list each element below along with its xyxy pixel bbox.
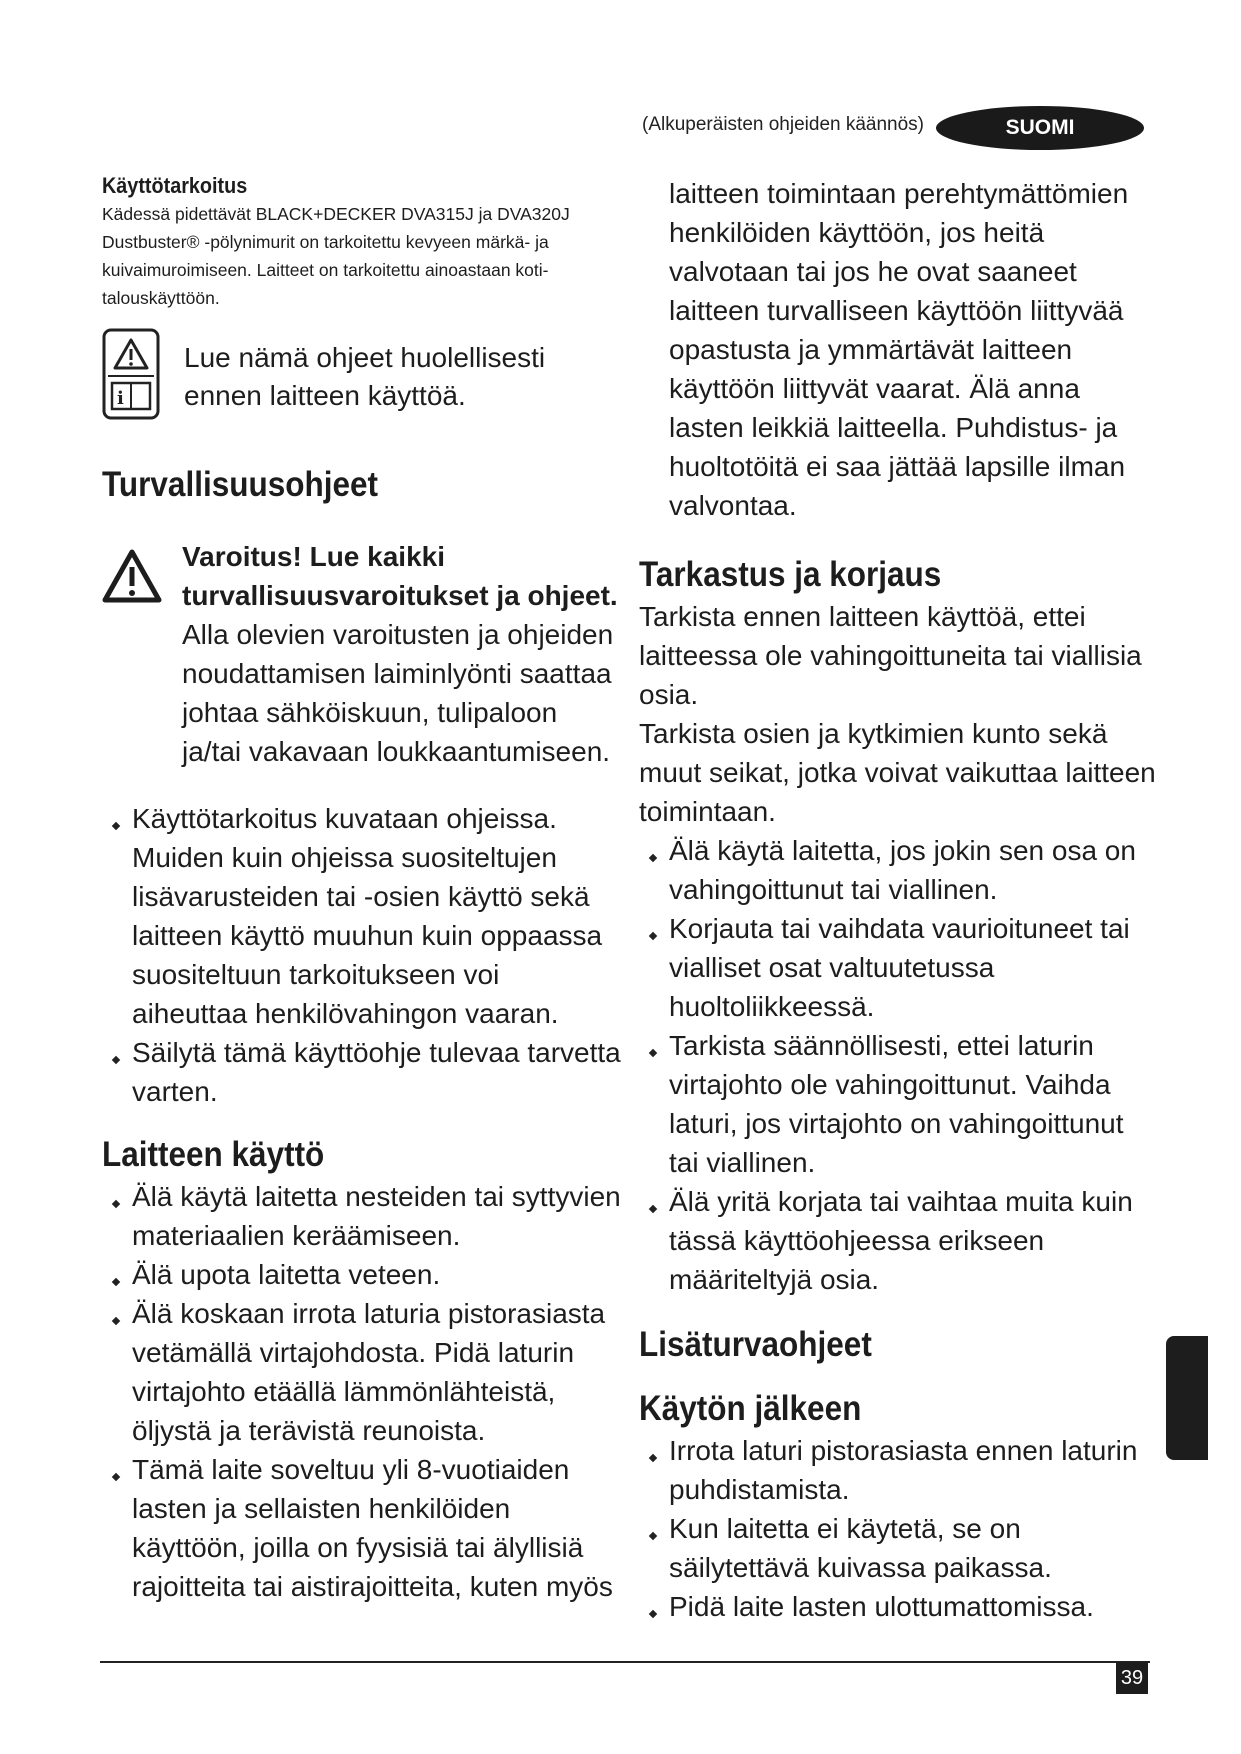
read-manual-notice bbox=[102, 328, 622, 425]
inspection-para2: Tarkista osien ja kytkimien kunto sekä muut seikat, jotka voivat vaikuttaa laitteen toimintaan. bbox=[639, 718, 1156, 827]
list-item: Älä koskaan irrota laturia pistorasiasta vetämällä virtajohdosta. Pidä laturin virtajohto etäällä lämmönlähteistä, öljystä ja terävistä reunoista. bbox=[102, 1294, 622, 1450]
read-manual-text bbox=[184, 339, 545, 415]
intended-use-text: Kädessä pidettävät BLACK+DECKER DVA315J ja DVA320J Dustbuster® -pölynimurit on tarkoitettu kevyeen märkä- ja kuivaimuroimiseen. Laitteet on tarkoitettu ainoastaan koti-talouskäyttöön. bbox=[102, 204, 570, 308]
list-item: Kun laitetta ei käytetä, se on säilytettävä kuivassa paikassa. bbox=[639, 1509, 1159, 1587]
safety-heading: Turvallisuusohjeet bbox=[102, 465, 378, 504]
safety-bullets bbox=[102, 799, 622, 1111]
intended-use-heading: Käyttötarkoitus bbox=[102, 173, 248, 198]
list-item: Käyttötarkoitus kuvataan ohjeissa. Muiden kuin ohjeissa suositeltujen lisävarusteiden tai -osien käyttö sekä laitteen käyttö muuhun kuin oppaassa suositeltuun tarkoitukseen voi aiheuttaa henkilövahingon vaaran. bbox=[102, 799, 622, 1033]
general-warning bbox=[102, 537, 622, 771]
footer-rule bbox=[100, 1661, 1150, 1663]
svg-text:i: i bbox=[117, 388, 124, 409]
warning-bold: Varoitus! Lue kaikki turvallisuusvaroitukset ja ohjeet. bbox=[182, 541, 618, 611]
read-manual-line2: ennen laitteen käyttöä. bbox=[184, 379, 466, 411]
device-use-bullets bbox=[102, 1177, 622, 1606]
left-column bbox=[102, 172, 622, 1606]
list-item: Tämä laite soveltuu yli 8-vuotiaiden lasten ja sellaisten henkilöiden käyttöön, joilla on fyysisiä tai älyllisiä rajoitteita tai aistirajoitteita, kuten myös bbox=[102, 1450, 622, 1606]
list-item: Älä käytä laitetta, jos jokin sen osa on vahingoittunut tai viallinen. bbox=[639, 831, 1159, 909]
language-tab-marker bbox=[1166, 1336, 1208, 1460]
list-item: Tarkista säännöllisesti, ettei laturin virtajohto ole vahingoittunut. Vaihda laturi, jos virtajohto on vahingoittunut tai viallinen. bbox=[639, 1026, 1159, 1182]
read-manual-line1: Lue nämä ohjeet huolellisesti bbox=[184, 341, 546, 373]
list-item: Älä upota laitetta veteen. bbox=[102, 1255, 622, 1294]
list-item: Säilytä tämä käyttöohje tulevaa tarvetta varten. bbox=[102, 1033, 622, 1111]
after-use-bullets bbox=[639, 1431, 1159, 1626]
list-item: Korjauta tai vaihdata vaurioituneet tai vialliset osat valtuutetussa huoltoliikkeessä. bbox=[639, 909, 1159, 1026]
right-column bbox=[639, 174, 1159, 1626]
translation-note: (Alkuperäisten ohjeiden käännös) bbox=[642, 114, 925, 135]
warning-text bbox=[102, 537, 622, 771]
device-use-continuation: laitteen toimintaan perehtymättömien henkilöiden käyttöön, jos heitä valvotaan tai jos he ovat saaneet laitteen turvalliseen käyttöön liittyvää opastusta ja ymmärtävät laitteen käyttöön liittyvät vaarat. Älä anna lasten leikkiä laitteella. Puhdistus- ja huoltotöitä ei saa jättää lapsille ilman valvontaa. bbox=[669, 178, 1129, 521]
after-use-heading: Käytön jälkeen bbox=[639, 1389, 862, 1428]
additional-heading: Lisäturvaohjeet bbox=[639, 1325, 872, 1364]
list-item: Älä käytä laitetta nesteiden tai syttyvien materiaalien keräämiseen. bbox=[102, 1177, 622, 1255]
inspection-para1: Tarkista ennen laitteen käyttöä, ettei laitteessa ole vahingoittuneita tai viallisia osia. bbox=[639, 601, 1142, 710]
list-item: Irrota laturi pistorasiasta ennen laturin puhdistamista. bbox=[639, 1431, 1159, 1509]
list-item: Pidä laite lasten ulottumattomissa. bbox=[639, 1587, 1159, 1626]
read-manual-warning-icon bbox=[102, 328, 160, 425]
inspection-heading: Tarkastus ja korjaus bbox=[639, 555, 942, 594]
inspection-bullets bbox=[639, 831, 1159, 1299]
warning-triangle-icon bbox=[102, 549, 162, 608]
list-item: Älä yritä korjata tai vaihtaa muita kuin tässä käyttöohjeessa erikseen määriteltyjä osia. bbox=[639, 1182, 1159, 1299]
page-number: 39 bbox=[1116, 1662, 1148, 1694]
warning-body: Alla olevien varoitusten ja ohjeiden noudattamisen laiminlyönti saattaa johtaa sähköiskuun, tulipaloon ja/tai vakavaan loukkaantumiseen. bbox=[182, 619, 614, 767]
intended-use-section bbox=[102, 172, 622, 312]
language-badge: SUOMI bbox=[936, 106, 1144, 150]
device-use-heading: Laitteen käyttö bbox=[102, 1135, 325, 1174]
